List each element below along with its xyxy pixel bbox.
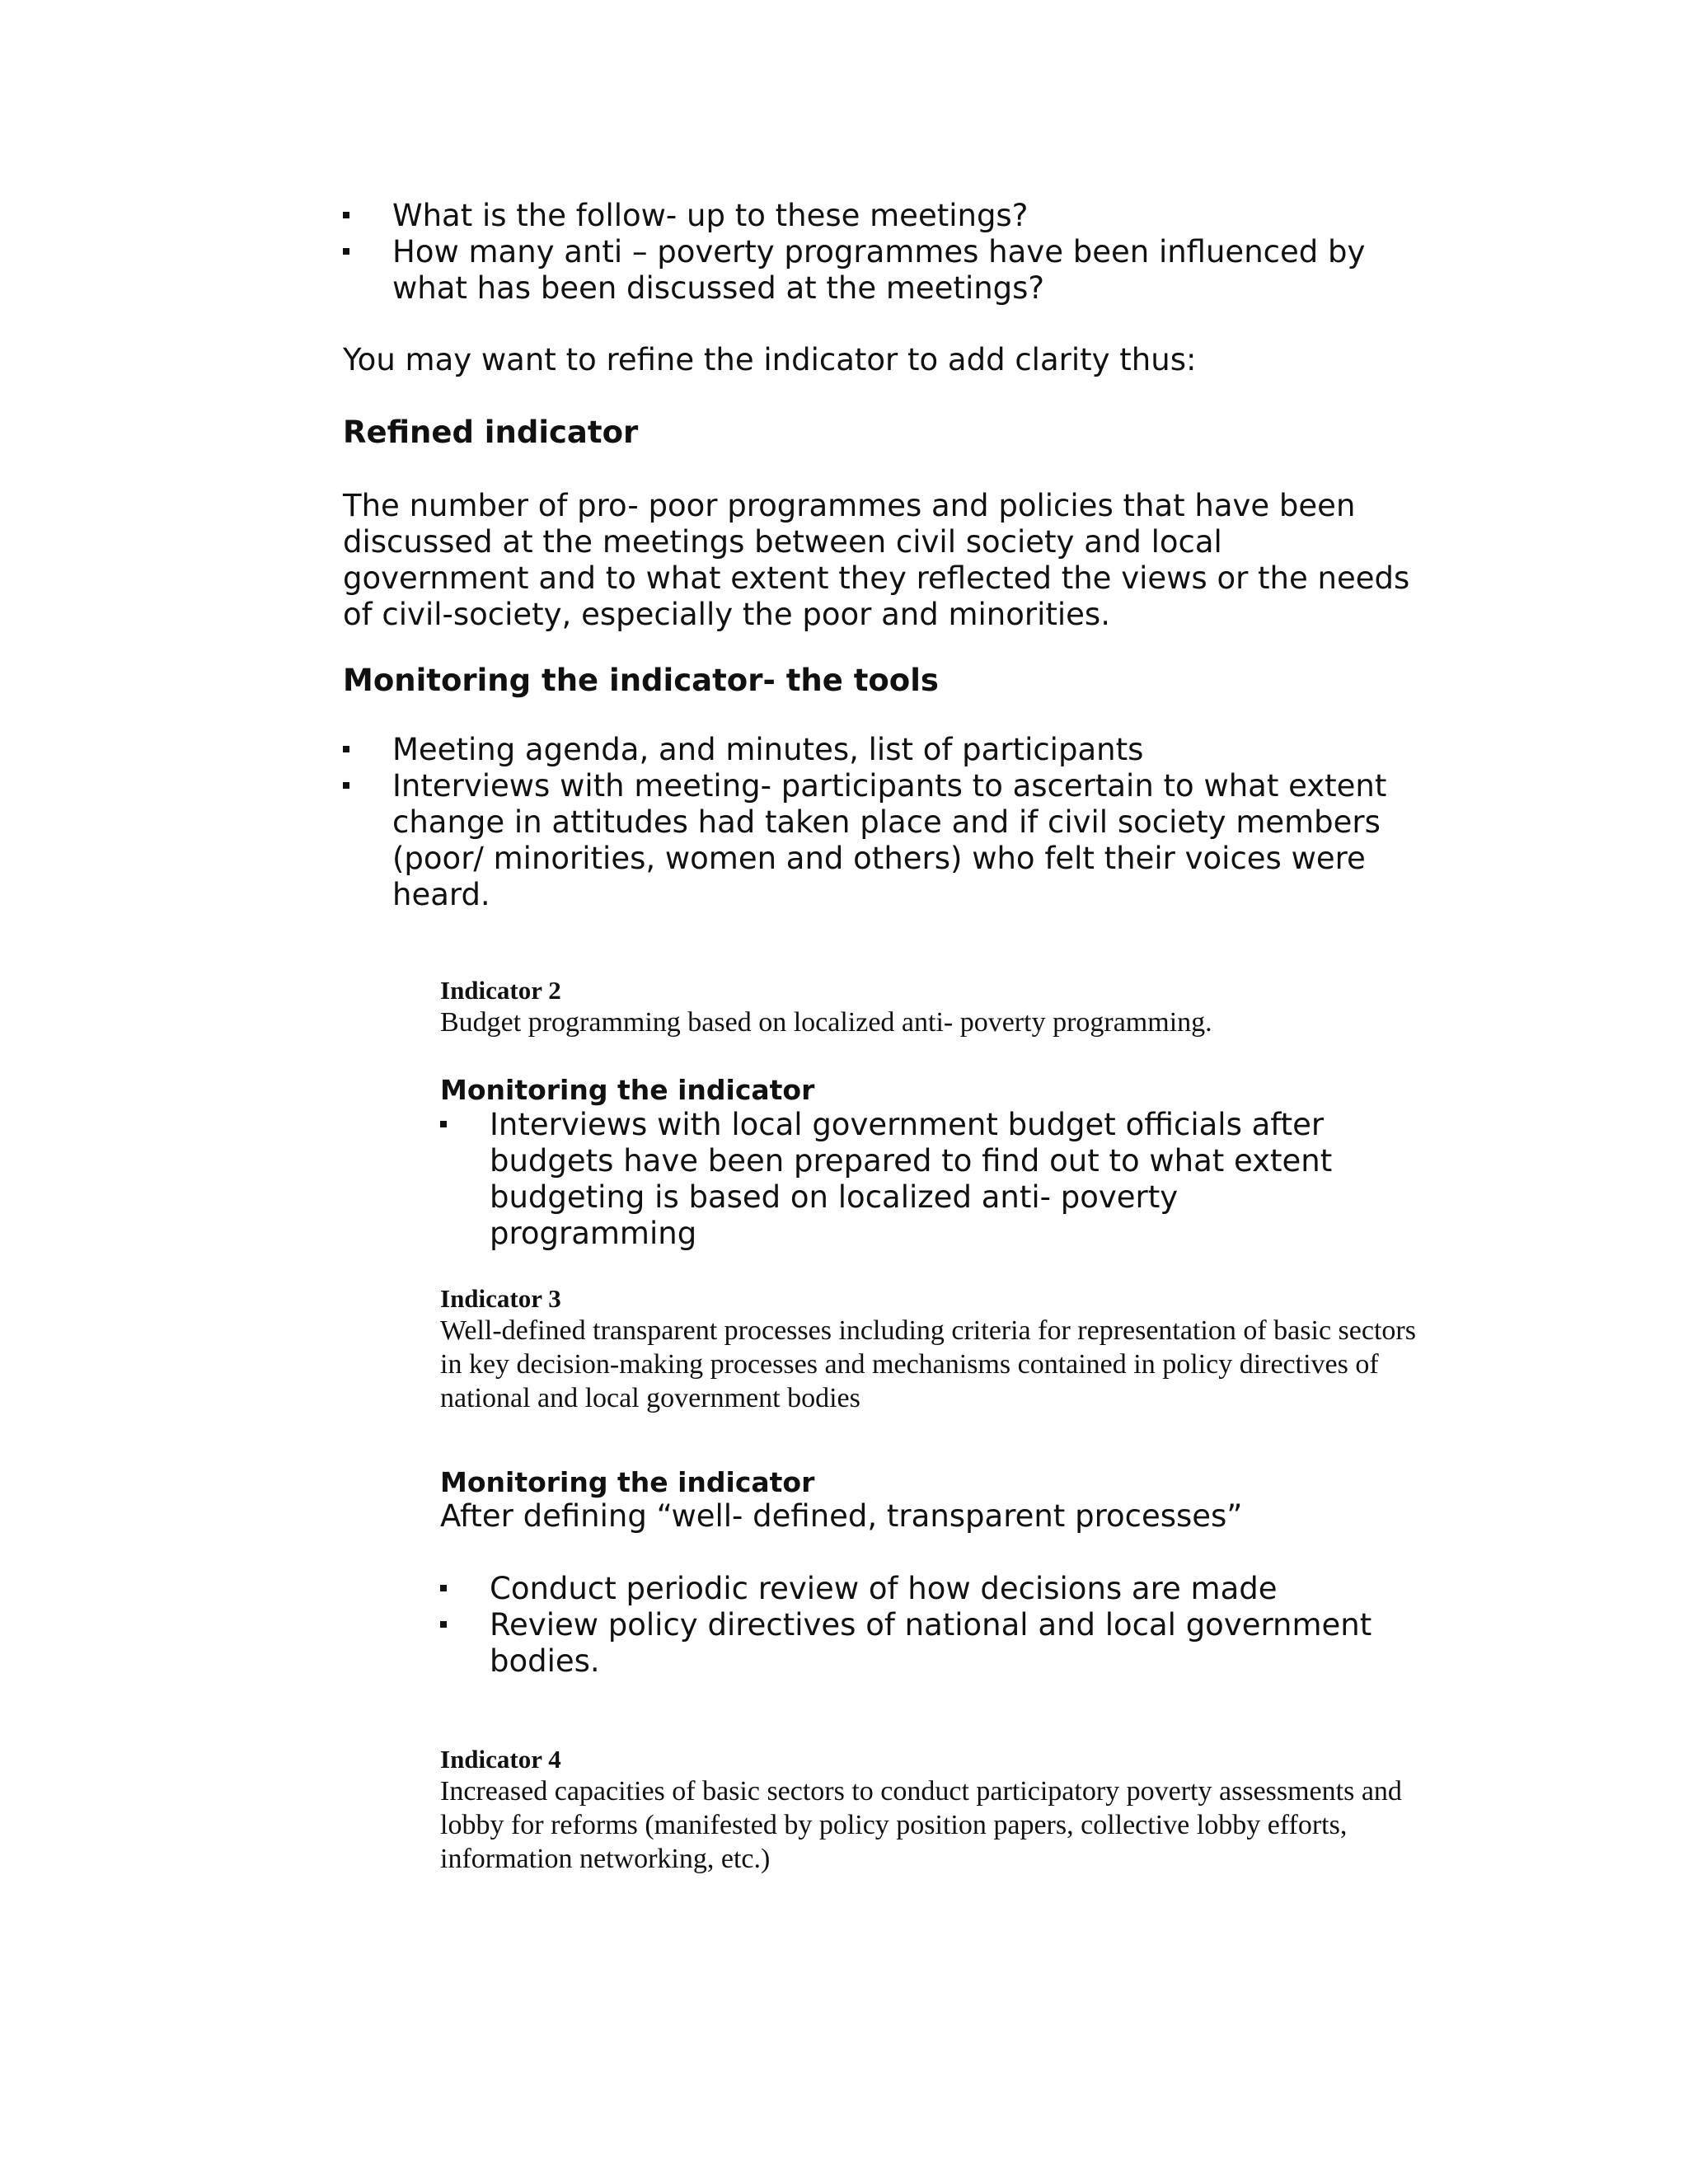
list-item-text: What is the follow- up to these meetings? <box>392 198 1029 233</box>
bullet-icon <box>440 1621 447 1628</box>
indicator-3-after-text: After defining “well- defined, transparent processes” <box>440 1498 1243 1534</box>
list-item-text: Interviews with meeting- participants to ascertain to what extent change in attitudes had taken place and if civil society members (poor/ minorities, women and others) who felt their voices were heard. <box>392 768 1387 912</box>
indicator-2-monitor-heading: Monitoring the indicator <box>440 1074 815 1106</box>
list-item-text: Review policy directives of national and local government bodies. <box>490 1607 1372 1679</box>
indicator-3-text: Well-defined transparent processes including criteria for representation of basic sectors in key decision-making processes and mechanisms contained in policy directives of national and local government bodies <box>440 1315 1416 1413</box>
list-item <box>440 1571 1388 1607</box>
tools-list <box>343 732 1406 913</box>
list-item <box>440 1607 1388 1680</box>
bullet-icon <box>343 248 349 255</box>
refine-intro-text: You may want to refine the indicator to add clarity thus: <box>343 342 1197 377</box>
list-item-text: Interviews with local government budget officials after budgets have been prepared to find out to what extent budgeting is based on localized anti- poverty programming <box>490 1107 1333 1251</box>
indicator-2-title: Indicator 2 <box>440 976 561 1005</box>
indicator-3-title: Indicator 3 <box>440 1284 561 1313</box>
indicator-4-text: Increased capacities of basic sectors to conduct participatory poverty assessments and lobby for reforms (manifested by policy position papers, collective lobby efforts, information networking, etc.) <box>440 1776 1402 1874</box>
indicator-4-title: Indicator 4 <box>440 1745 561 1774</box>
indicator-2-monitor-list <box>440 1107 1388 1252</box>
tools-heading: Monitoring the indicator- the tools <box>343 663 939 698</box>
bullet-icon <box>440 1121 447 1127</box>
list-item <box>343 234 1406 307</box>
indicator-2-text: Budget programming based on localized anti- poverty programming. <box>440 1007 1212 1038</box>
bullet-icon <box>440 1585 447 1591</box>
list-item <box>440 1107 1388 1252</box>
indicator-3-monitor-heading: Monitoring the indicator <box>440 1466 815 1498</box>
list-item <box>343 198 1406 234</box>
list-item-text: Meeting agenda, and minutes, list of participants <box>392 732 1144 767</box>
bullet-icon <box>343 212 349 218</box>
list-item <box>343 732 1406 768</box>
list-item-text: Conduct periodic review of how decisions are made <box>490 1571 1278 1606</box>
bullet-icon <box>343 746 349 752</box>
bullet-icon <box>343 782 349 789</box>
indicator-3-monitor-list <box>440 1571 1388 1680</box>
followup-question-list <box>343 198 1406 307</box>
list-item-text: How many anti – poverty programmes have been influenced by what has been discussed at the meetings? <box>392 234 1366 306</box>
refined-indicator-text: The number of pro- poor programmes and policies that have been discussed at the meetings between civil society and local government and to what extent they reflected the views or the needs of civil-society, especially the poor and minorities. <box>343 488 1410 632</box>
refined-indicator-heading: Refined indicator <box>343 415 639 450</box>
list-item <box>343 768 1406 913</box>
